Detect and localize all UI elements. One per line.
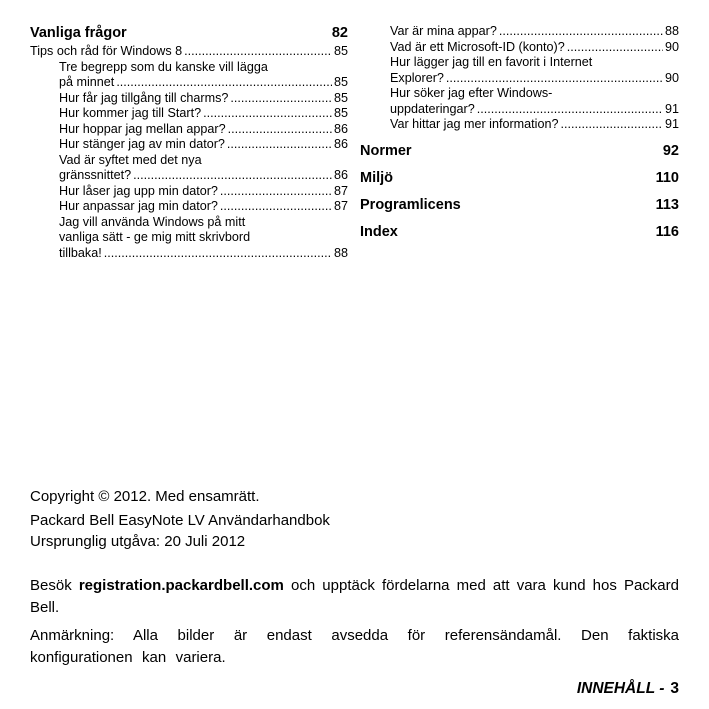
toc-leader-dots [477,102,663,118]
toc-entry-text: tillbaka! [59,245,102,260]
toc-entry-last-line [59,199,348,215]
toc-section-index[interactable] [360,223,679,241]
toc-entry-last-line [59,106,348,122]
toc-section-list [360,142,679,241]
toc-entry-last-line [59,246,348,262]
toc-entry-last-line [390,24,679,40]
toc-entry-text: Hur låser jag upp min dator? [59,183,218,198]
toc-entry[interactable] [30,137,348,153]
toc-entry[interactable] [30,199,348,215]
toc-entry[interactable] [30,91,348,107]
toc-section-normer[interactable] [360,142,679,160]
toc-entry-text: Vad är ett Microsoft-ID (konto)? [390,39,565,54]
toc-section-page: 110 [655,169,679,186]
toc-entry-page: 87 [333,199,348,213]
toc-entry[interactable] [30,60,348,91]
toc-entry-last-line [59,122,348,138]
toc-entry-page: 85 [333,106,348,120]
manual-title: Packard Bell EasyNote LV Användarhandbok [30,512,330,529]
toc-entry-text: vanliga sätt - ge mig mitt skrivbord [59,230,251,244]
registration-paragraph [30,575,679,619]
toc-leader-dots [567,40,663,56]
toc-entry-page: 91 [664,117,679,131]
toc-entry-text: Tips och råd för Windows 8 [30,44,183,58]
toc-entry-last-line [59,168,348,184]
toc-entry-page: 85 [333,44,348,58]
toc-section-faq[interactable] [30,24,348,42]
toc-left-column [30,24,348,261]
footer-section: INNEHÅLL - [576,680,665,697]
toc-section-miljö[interactable] [360,169,679,187]
toc-leader-dots [184,44,332,60]
page-number: 3 [670,680,679,697]
toc-section-page: 113 [655,196,679,213]
toc-entry-list-continued [360,24,679,133]
toc-entry-page: 86 [333,121,348,136]
toc-entry[interactable] [30,44,348,60]
toc-entry-text: uppdateringar? [390,101,475,116]
toc-entry[interactable] [360,40,679,56]
edition-date: Ursprunglig utgåva: 20 Juli 2012 [30,533,246,550]
toc-entry-text: Var hittar jag mer information? [390,117,559,131]
toc-entry[interactable] [30,122,348,138]
toc-entry-list [30,44,348,261]
toc-entry-text: gränssnittet? [59,168,132,182]
toc-leader-dots [133,168,332,184]
toc-entry-last-line [390,117,679,133]
toc-right-column [360,24,679,243]
toc-leader-dots [560,117,663,133]
toc-entry-text: på minnet [59,75,115,89]
disclaimer-note: Anmärkning: Alla bilder är endast avsedda för referensändamål. Den faktiska konfigurationen kan variera. [30,627,679,666]
toc-entry-last-line [59,184,348,200]
toc-entry-page: 85 [333,90,348,105]
notes-block [30,575,679,675]
toc-entry-page: 91 [664,101,679,116]
toc-leader-dots [203,106,332,122]
toc-leader-dots [220,199,332,215]
toc-entry[interactable] [30,106,348,122]
toc-entry[interactable] [360,55,679,86]
toc-leader-dots [499,24,663,40]
toc-entry-page: 88 [333,245,348,260]
toc-section-programlicens[interactable] [360,196,679,214]
toc-section-title: Miljö [360,169,394,186]
toc-entry-page: 86 [333,168,348,182]
page-footer [577,680,679,698]
toc-entry-text: Hur kommer jag till Start? [59,106,202,120]
toc-leader-dots [227,137,332,153]
toc-entry[interactable] [30,215,348,262]
registration-before: Besök [30,577,79,594]
toc-entry-page: 87 [333,183,348,198]
toc-leader-dots [228,122,332,138]
toc-entry-last-line [59,91,348,107]
toc-entry-page: 90 [664,39,679,54]
toc-entry[interactable] [360,86,679,117]
toc-entry-page: 90 [664,70,679,85]
toc-section-page: 116 [655,223,679,240]
toc-section-page: 92 [662,142,679,159]
toc-entry-last-line [59,75,348,91]
toc-leader-dots [104,246,332,262]
toc-section-title: Vanliga frågor [30,25,127,41]
toc-section-title: Programlicens [360,196,461,213]
toc-section-title: Normer [360,142,412,159]
copyright-text: Copyright © 2012. Med ensamrätt. [30,488,260,505]
toc-entry-text: Jag vill använda Windows på mitt [59,214,246,229]
toc-entry-page: 88 [664,24,679,38]
toc-entry-text: Var är mina appar? [390,24,497,38]
toc-entry-text: Hur anpassar jag min dator? [59,199,218,213]
registration-link[interactable]: registration.packardbell.com [78,577,284,594]
edition-block [30,510,679,552]
toc-entry-text: Tre begrepp som du kanske vill lägga [59,59,268,74]
toc-entry-last-line [390,40,679,56]
toc-entry-page: 86 [333,137,348,151]
toc-leader-dots [116,75,332,91]
toc-entry-text: Hur får jag tillgång till charms? [59,90,229,105]
toc-entry-last-line [390,102,679,118]
toc-leader-dots [220,184,332,200]
toc-entry-text: Vad är syftet med det nya [59,152,202,167]
toc-entry[interactable] [30,153,348,184]
toc-entry-text: Hur söker jag efter Windows- [390,86,553,100]
toc-entry-last-line [30,44,348,60]
toc-entry[interactable] [360,117,679,133]
toc-entry[interactable] [30,184,348,200]
toc-entry-text: Hur hoppar jag mellan appar? [59,121,226,136]
toc-section-page: 82 [331,25,348,41]
toc-entry-last-line [59,137,348,153]
toc-leader-dots [446,71,663,87]
toc-entry-text: Hur stänger jag av min dator? [59,137,225,151]
toc-section-title: Index [360,223,398,240]
toc-entry[interactable] [360,24,679,40]
toc-entry-last-line [390,71,679,87]
registration-after: och upptäck fördelarna med att vara kund hos Packard Bell. [30,577,679,616]
toc-entry-text: Hur lägger jag till en favorit i Internet [390,55,593,69]
toc-entry-text: Explorer? [390,70,444,85]
toc-entry-page: 85 [333,75,348,89]
toc-leader-dots [230,91,332,107]
